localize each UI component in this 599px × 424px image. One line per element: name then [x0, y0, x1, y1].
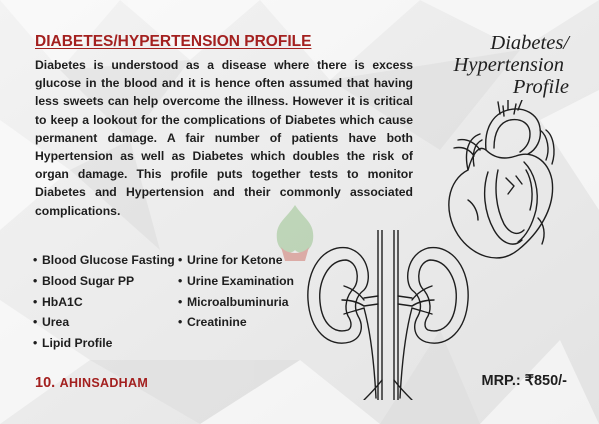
footer-brand [35, 374, 148, 392]
bullet: • [33, 294, 38, 309]
bullet: • [33, 253, 38, 267]
item-number: 10. [35, 375, 56, 391]
bullet: • [178, 315, 183, 330]
bullet: • [178, 294, 183, 309]
side-title [409, 32, 569, 98]
side-title-line-3: Profile [512, 76, 569, 98]
test-item: • Creatinine [178, 312, 294, 333]
test-item: • Microalbuminuria [178, 292, 294, 313]
tests-list-column-a [33, 250, 175, 354]
side-title-line-2: Hypertension [453, 54, 564, 76]
test-item: • Urine for Ketone [178, 250, 294, 271]
side-title-line-1: Diabetes/ [490, 32, 569, 54]
test-item: • Urine Examination [178, 271, 294, 292]
bullet: • [33, 336, 38, 351]
test-item: • HbA1C [33, 292, 175, 313]
profile-heading: DIABETES/HYPERTENSION PROFILE [35, 33, 312, 50]
price-label: MRP.: ₹850/- [481, 373, 567, 389]
test-item: • Urea [33, 312, 175, 333]
bullet: • [178, 253, 183, 267]
profile-description: Diabetes is understood as a disease where there is excess glucose in the blood and it is hence often assumed that having less sweets can help overcome the illness. However it is critical to keep a lookout for the complications of Diabetes which cause permanent damage. A fair number of patients have both Hypertension as well as Diabetes which doubles the risk of organ damage. This profile puts together tests to monitor Diabetes and Hypertension and their commonly associated complications. [35, 58, 413, 218]
tests-list-column-b [178, 250, 294, 333]
bullet: • [33, 273, 38, 288]
test-item: • Lipid Profile [33, 333, 175, 354]
test-item: • Blood Glucose Fasting [33, 250, 175, 271]
brand-name: AHINSADHAM [59, 376, 149, 390]
bullet: • [33, 315, 38, 330]
test-item: • Blood Sugar PP [33, 271, 175, 292]
heart-icon [428, 100, 578, 270]
bullet: • [178, 273, 183, 288]
